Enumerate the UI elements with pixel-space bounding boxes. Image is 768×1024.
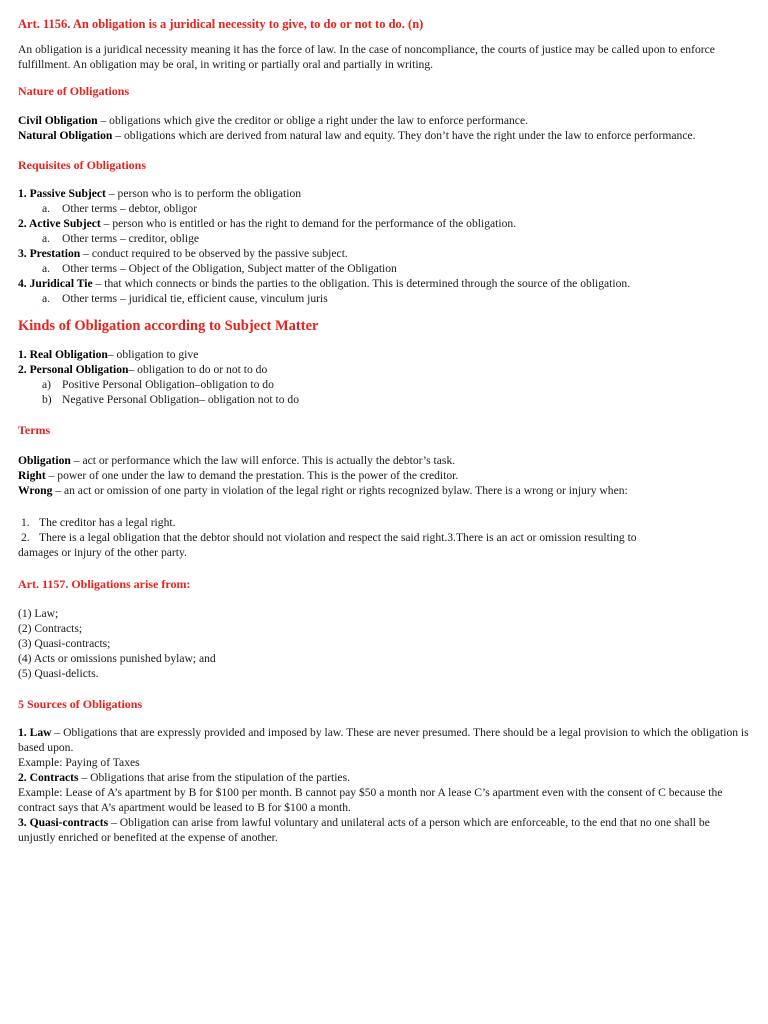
kinds-heading: Kinds of Obligation according to Subject Matter [18,318,319,334]
art-1156-heading: Art. 1156. An obligation is a juridical necessity to give, to do or not to do. (n) [18,17,424,31]
term-obligation-def: – act or performance which the law will enforce. This is actually the debtor’s task. [70,454,456,467]
real-obligation [18,347,750,362]
requisite-item [18,276,750,291]
list-item: (3) Quasi-contracts; [18,637,111,650]
requisites-list [18,186,750,306]
art-1157-list [18,606,750,681]
source-contracts [18,770,750,785]
source-contracts-def: – Obligations that arise from the stipulation of the parties. [78,771,350,784]
art-1157-heading: Art. 1157. Obligations arise from: [18,577,191,591]
personal-sub-item [18,392,750,407]
list-item: (5) Quasi-delicts. [18,667,99,680]
source-quasi-contracts [18,815,750,845]
art-1156-body: An obligation is a juridical necessity meaning it has the force of law. In the case of noncompliance, the courts of justice may be called upon to enforce fulfillment. An obligation may be oral, in writing or partially oral and partially in writing. [18,43,715,71]
requisite-def: – person who is to perform the obligation [105,187,302,200]
term-wrong [18,483,750,498]
personal-sub-item [18,377,750,392]
source-law [18,725,750,755]
requisite-term: 3. Prestation [18,247,81,260]
personal-obligation-def: – obligation to do or not to do [128,363,268,376]
term-obligation-label: Obligation [18,454,71,467]
list-item: (4) Acts or omissions punished bylaw; and [18,652,216,665]
list-marker: 2. [21,531,30,544]
personal-obligation-term: 2. Personal Obligation [18,363,129,376]
source-contracts-term: 2. Contracts [18,771,79,784]
term-obligation [18,453,750,468]
civil-obligation-def: – obligations which give the creditor or oblige a right under the law to enforce performance. [97,114,528,127]
requisite-def: – person who is entitled or has the right to demand for the performance of the obligation. [100,217,517,230]
sources-heading: 5 Sources of Obligations [18,697,143,711]
requisite-item [18,216,750,231]
source-quasi-contracts-term: 3. Quasi-contracts [18,816,109,829]
kinds-list [18,347,750,407]
civil-obligation [18,113,750,128]
list-marker: a. [42,292,51,305]
list-marker: b) [42,393,52,406]
list-marker: a. [42,262,51,275]
list-marker: a. [42,202,51,215]
source-quasi-contracts-def: – Obligation can arise from lawful voluntary and unilateral acts of a person which are enforceable, to the end that no one shall be unjustly enriched or benefited at the expense of another. [18,816,710,844]
real-obligation-def: – obligation to give [107,348,199,361]
requisite-term: 1. Passive Subject [18,187,106,200]
term-wrong-label: Wrong [18,484,53,497]
natural-obligation-term: Natural Obligation [18,129,113,142]
list-marker: a) [42,378,52,391]
source-contracts-example: Example: Lease of A’s apartment by B for $100 per month. B cannot pay $50 a month nor A lease C’s apartment even with the consent of C because the contract says that A’s apartment would be leased to B for $100 a month. [18,786,723,814]
list-item-text: There is a legal obligation that the debtor should not violation and respect the said right.3.There is an act or omission resulting to [39,531,637,544]
list-marker: 1. [21,516,30,529]
list-item-text: The creditor has a legal right. [39,516,176,529]
requisite-sub-item [18,201,750,216]
requisite-sub-item [18,261,750,276]
list-item [18,515,750,530]
source-law-def: – Obligations that are expressly provided and imposed by law. These are never presumed. There should be a legal provision to which the obligation is based upon. [18,726,749,754]
requisite-item [18,246,750,261]
requisite-sub-text: Other terms – creditor, oblige [62,232,200,245]
requisite-item [18,186,750,201]
requisite-sub-text: Other terms – juridical tie, efficient cause, vinculum juris [62,292,328,305]
natural-obligation [18,128,750,143]
requisite-def: – conduct required to be observed by the passive subject. [80,247,348,260]
personal-sub-text: Negative Personal Obligation– obligation not to do [62,393,299,406]
requisite-sub-item [18,291,750,306]
term-right [18,468,750,483]
list-item: (2) Contracts; [18,622,83,635]
term-right-label: Right [18,469,46,482]
sources-list [18,725,750,845]
personal-obligation [18,362,750,377]
list-marker: a. [42,232,51,245]
real-obligation-term: 1. Real Obligation [18,348,108,361]
requisites-heading: Requisites of Obligations [18,158,147,172]
requisite-def: – that which connects or binds the parties to the obligation. This is determined through the source of the obligation. [92,277,631,290]
terms-list [18,453,750,498]
requisite-sub-text: Other terms – Object of the Obligation, Subject matter of the Obligation [62,262,397,275]
source-law-term: 1. Law [18,726,52,739]
requisite-term: 2. Active Subject [18,217,101,230]
requisite-term: 4. Juridical Tie [18,277,93,290]
nature-heading: Nature of Obligations [18,84,130,98]
personal-sub-text: Positive Personal Obligation–obligation to do [62,378,274,391]
terms-heading: Terms [18,423,51,437]
requisite-sub-item [18,231,750,246]
term-right-def: – power of one under the law to demand the prestation. This is the power of the creditor. [45,469,459,482]
wrong-conditions-list [18,515,750,560]
requisite-sub-text: Other terms – debtor, obligor [62,202,198,215]
list-item [18,530,750,545]
natural-obligation-def: – obligations which are derived from natural law and equity. They don’t have the right under the law to enforce performance. [112,129,696,142]
term-wrong-def: – an act or omission of one party in violation of the legal right or rights recognized bylaw. There is a wrong or injury when: [52,484,628,497]
list-item-continuation: damages or injury of the other party. [18,546,187,559]
list-item: (1) Law; [18,607,59,620]
source-law-example: Example: Paying of Taxes [18,756,140,769]
civil-obligation-term: Civil Obligation [18,114,98,127]
